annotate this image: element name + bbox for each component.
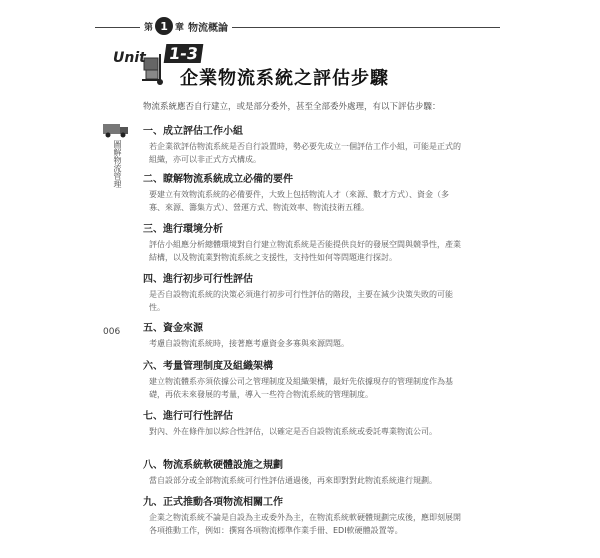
section-body: 企業之物流系統不論是自設為主或委外為主，在物流系統軟硬體規劃完成後，應即刻展開各項推動工作，例如：撰寫各項物流標準作業手冊、EDI軟硬體設置等。 bbox=[149, 513, 461, 535]
chapter-prefix: 第 bbox=[144, 22, 154, 33]
section-body: 評估小組應分析總體環境對自行建立物流系統是否能提供良好的發展空間與競爭性，產業結構，以及物流業對物流系統之支援性，支持性如何等問題進行探討。 bbox=[149, 240, 461, 262]
section-9 bbox=[143, 493, 461, 537]
section-body: 建立物流體系亦須依據公司之管理制度及組織架構，最好先依據現存的管理制度作為基礎，再依未來發展的考量，導入一些符合物流系統的管理制度。 bbox=[149, 377, 453, 399]
section-8 bbox=[143, 456, 461, 487]
section-title: 一、成立評估工作小組 bbox=[143, 126, 243, 137]
chapter-suffix: 章 bbox=[175, 22, 185, 33]
truck-icon bbox=[102, 122, 130, 138]
chapter-badge bbox=[140, 17, 232, 35]
intro-paragraph: 物流系統應否自行建立，或是部分委外，甚至全部委外處理，有以下評估步驟： bbox=[143, 102, 441, 112]
section-title: 六、考量管理制度及組織架構 bbox=[143, 361, 273, 372]
section-7 bbox=[143, 407, 461, 438]
section-title: 四、進行初步可行性評估 bbox=[143, 274, 253, 285]
section-body: 是否自設物流系統的決策必須進行初步可行性評估的階段，主要在減少決策失敗的可能性。 bbox=[149, 290, 453, 312]
unit-label: Unit bbox=[113, 50, 146, 66]
section-4 bbox=[143, 270, 461, 314]
section-2 bbox=[143, 170, 461, 214]
section-3 bbox=[143, 220, 461, 264]
section-title: 二、瞭解物流系統成立必備的要件 bbox=[143, 174, 293, 185]
unit-number: 1-3 bbox=[164, 44, 204, 63]
chapter-title: 物流概論 bbox=[188, 22, 229, 34]
section-body: 考慮自設物流系統時，接著應考慮資金多寡與來源問題。 bbox=[149, 339, 349, 348]
section-title: 九、正式推動各項物流相關工作 bbox=[143, 497, 283, 508]
section-1 bbox=[143, 122, 461, 166]
section-title: 五、資金來源 bbox=[143, 323, 203, 334]
chapter-number: 1 bbox=[155, 17, 173, 35]
section-body: 對內、外在條件加以綜合性評估，以確定是否自設物流系統或委託專業物流公司。 bbox=[149, 427, 437, 436]
section-body: 當自設部分或全部物流系統可行性評估通過後，再來即對對此物流系統進行規劃。 bbox=[149, 476, 437, 485]
section-title: 三、進行環境分析 bbox=[143, 224, 223, 235]
book-title-vertical: 圖解物流管理 bbox=[113, 140, 122, 188]
section-6 bbox=[143, 357, 461, 401]
section-body: 要建立有效物流系統的必備要件，大致上包括物流人才（來源、數才方式）、資金（多寡、來源、籌集方式）、營運方式、物流效率、物流技術五種。 bbox=[149, 190, 449, 212]
page-number: 006 bbox=[103, 327, 121, 337]
page-title: 企業物流系統之評估步驟 bbox=[180, 68, 389, 89]
section-title: 八、物流系統軟硬體設施之規劃 bbox=[143, 460, 283, 471]
section-title: 七、進行可行性評估 bbox=[143, 411, 233, 422]
running-header bbox=[95, 17, 500, 39]
section-body: 若企業欲評估物流系統是否自行設置時，勢必要先成立一個評估工作小組，可能是正式的組織，亦可以非正式方式構成。 bbox=[149, 142, 461, 164]
section-5 bbox=[143, 319, 461, 350]
